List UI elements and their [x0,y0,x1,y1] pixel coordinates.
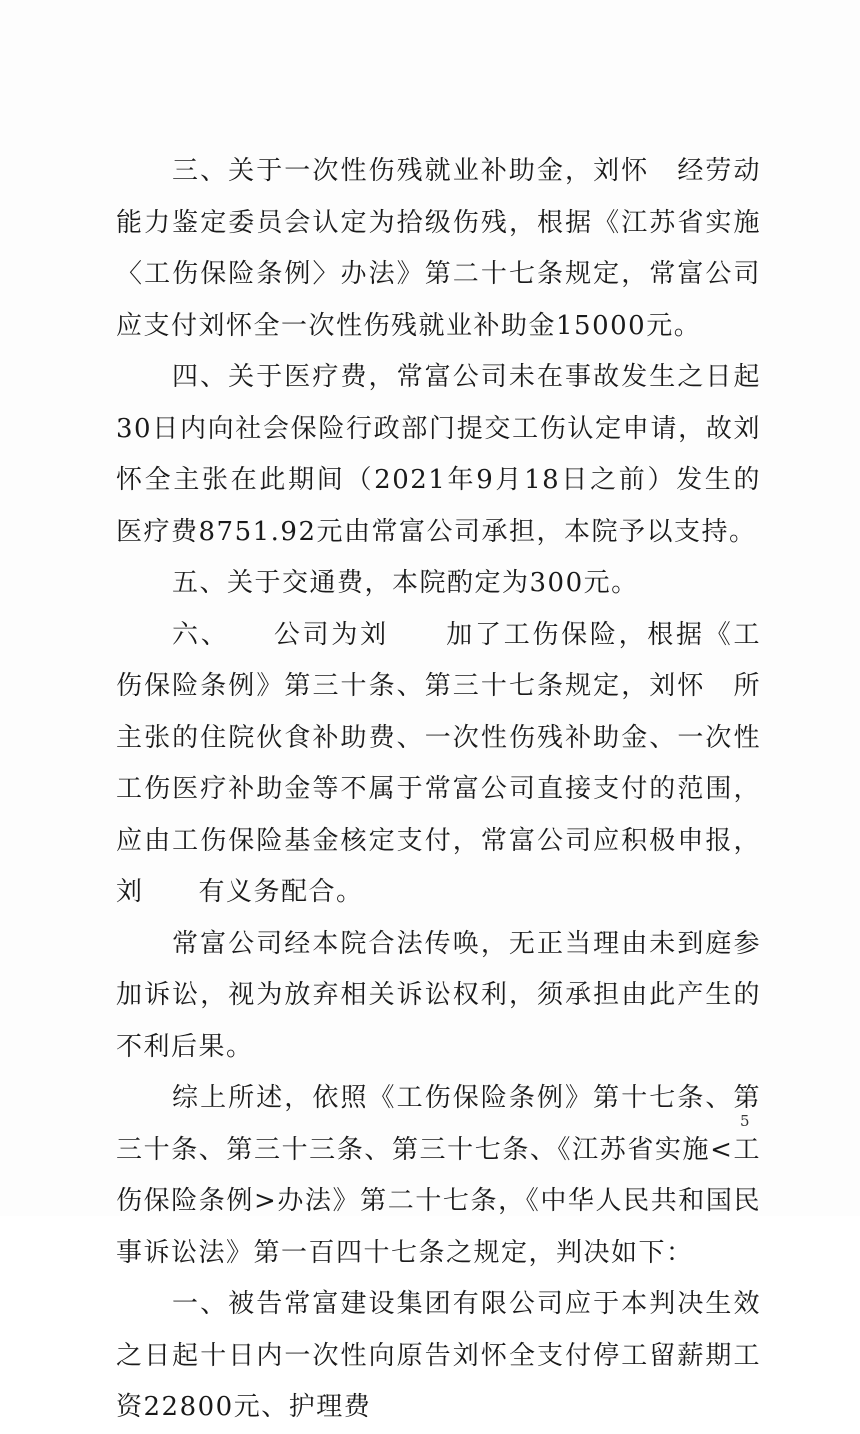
judgment-body [116,146,761,1434]
page-number: 5 [740,1112,750,1130]
paragraph-medical-expenses: 四、关于医疗费，常富公司未在事故发生之日起30日内向社会保险行政部门提交工伤认定申请，故刘怀全主张在此期间（2021年9月18日之前）发生的医疗费8751.92元由常富公司承担，本院予以支持。 [116,362,761,547]
paragraph-absence-from-trial: 常富公司经本院合法传唤，无正当理由未到庭参加诉讼，视为放弃相关诉讼权利，须承担由此产生的不利后果。 [116,928,761,1062]
paragraph-work-injury-insurance: 六、 公司为刘 加了工伤保险，根据《工伤保险条例》第三十条、第三十七条规定，刘怀 所主张的住院伙食补助费、一次性伤残补助金、一次性工伤医疗补助金等不属于常富公司直接支付的范围，应由工伤保险基金核定支付，常富公司应积极申报，刘 有义务配合。 [116,619,761,907]
paragraph-disability-employment-subsidy: 三、关于一次性伤残就业补助金，刘怀 经劳动能力鉴定委员会认定为拾级伤残，根据《江苏省实施〈工伤保险条例〉办法》第二十七条规定，常富公司应支付刘怀全一次性伤残就业补助金15000元。 [116,156,761,341]
paragraph-judgment-item-1: 一、被告常富建设集团有限公司应于本判决生效之日起十日内一次性向原告刘怀全支付停工留薪期工资22800元、护理费 [116,1289,761,1422]
paragraph-transport-expenses: 五、关于交通费，本院酌定为300元。 [172,568,639,598]
paragraph-legal-basis: 综上所述，依照《工伤保险条例》第十七条、第三十条、第三十三条、第三十七条、《江苏省实施<工伤保险条例>办法》第二十七条，《中华人民共和国民事诉讼法》第一百四十七条之规定，判决如下： [116,1083,761,1268]
